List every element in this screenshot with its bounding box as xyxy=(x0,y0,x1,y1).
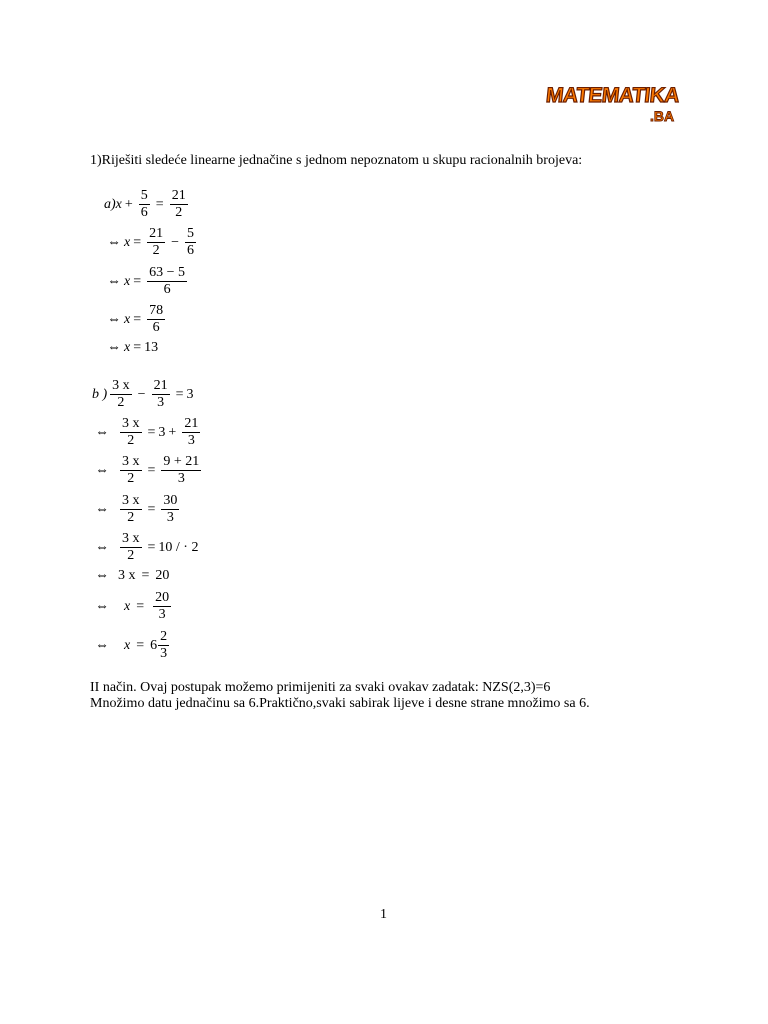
numerator: 2 xyxy=(160,629,168,644)
fraction xyxy=(120,493,142,526)
equals-sign: = xyxy=(136,598,145,614)
fraction xyxy=(147,265,187,298)
denominator: 2 xyxy=(127,433,135,448)
denominator: 2 xyxy=(175,205,183,220)
equals-sign: = xyxy=(155,196,164,212)
var-x: x xyxy=(124,637,131,653)
denominator: 3 xyxy=(160,646,168,661)
fraction xyxy=(185,226,196,259)
iff-symbol: ⇔ xyxy=(95,539,109,555)
method-two-explanation: Množimo datu jednačinu sa 6.Praktično,svaki sabirak lijeve i desne strane množimo sa 6. xyxy=(90,696,590,711)
numerator: 5 xyxy=(187,226,195,241)
denominator: 2 xyxy=(127,510,135,525)
fraction xyxy=(120,416,142,449)
equals-sign: = xyxy=(147,539,156,555)
denominator: 3 xyxy=(166,510,174,525)
numerator: 63 − 5 xyxy=(149,265,186,280)
numerator: 21 xyxy=(153,378,168,393)
fraction xyxy=(120,531,142,564)
rhs-value: 10 / · 2 xyxy=(158,539,199,555)
var-x: x xyxy=(124,311,131,327)
whole-part: 6 xyxy=(150,637,158,653)
result-value: 13 xyxy=(144,340,159,355)
numerator: 3 x xyxy=(122,531,140,546)
denominator: 6 xyxy=(152,320,160,335)
fraction xyxy=(161,454,201,487)
numerator: 20 xyxy=(155,590,170,605)
denominator: 3 xyxy=(158,607,166,622)
plus-sign: + xyxy=(168,424,177,440)
iff-symbol: ⇔ xyxy=(107,340,121,355)
fraction xyxy=(161,493,179,526)
rhs-value: 20 xyxy=(155,568,170,583)
equation-b-line-7 xyxy=(92,590,174,623)
iff-symbol: ⇔ xyxy=(107,234,121,250)
equation-b-line-2 xyxy=(92,416,203,449)
fraction xyxy=(170,188,188,221)
iff-symbol: ⇔ xyxy=(95,637,109,653)
denominator: 2 xyxy=(152,243,160,258)
numerator: 3 x xyxy=(112,378,130,393)
fraction xyxy=(153,590,171,623)
var-x: x xyxy=(115,196,122,212)
minus-sign: − xyxy=(171,234,180,250)
numerator: 3 x xyxy=(122,493,140,508)
equals-sign: = xyxy=(133,340,142,355)
method-two-paragraph: II način. Ovaj postupak možemo primijeniti za svaki ovakav zadatak: NZS(2,3)=6 xyxy=(90,680,551,695)
denominator: 3 xyxy=(177,471,185,486)
equation-a-line-5 xyxy=(104,340,158,356)
fraction xyxy=(120,454,142,487)
equals-sign: = xyxy=(133,234,142,250)
equation-a-line-1 xyxy=(104,188,191,221)
fraction xyxy=(139,188,150,221)
fraction xyxy=(152,378,170,411)
equation-a-line-2 xyxy=(104,226,199,259)
numerator: 9 + 21 xyxy=(163,454,200,469)
denominator: 2 xyxy=(117,395,125,410)
var-x: x xyxy=(124,340,131,355)
rhs-value: 3 xyxy=(186,386,194,402)
var-x: x xyxy=(124,234,131,250)
matematika-logo xyxy=(546,84,686,130)
equals-sign: = xyxy=(147,424,156,440)
numerator: 3 x xyxy=(122,454,140,469)
var-x: x xyxy=(124,598,131,614)
equals-sign: = xyxy=(147,462,156,478)
iff-symbol: ⇔ xyxy=(107,311,121,327)
fraction xyxy=(147,226,165,259)
equals-sign: = xyxy=(136,637,145,653)
equation-b-line-1 xyxy=(92,378,193,411)
iff-symbol: ⇔ xyxy=(107,273,121,289)
equals-sign: = xyxy=(175,386,184,402)
iff-symbol: ⇔ xyxy=(95,598,109,614)
equals-sign: = xyxy=(141,568,150,583)
denominator: 6 xyxy=(187,243,195,258)
denominator: 6 xyxy=(140,205,148,220)
fraction xyxy=(147,303,165,336)
lhs-value: 3 x xyxy=(118,568,136,583)
denominator: 6 xyxy=(163,282,171,297)
equals-sign: = xyxy=(147,501,156,517)
iff-symbol: ⇔ xyxy=(95,568,109,583)
numerator: 21 xyxy=(171,188,186,203)
label-a: a) xyxy=(104,196,116,212)
equals-sign: = xyxy=(133,311,142,327)
equation-b-line-5 xyxy=(92,531,198,564)
fraction xyxy=(182,416,200,449)
logo-sub-text: .BA xyxy=(650,108,675,124)
numerator: 21 xyxy=(184,416,199,431)
task-heading: 1)Riješiti sledeće linearne jednačine s jednom nepoznatom u skupu racionalnih brojeva: xyxy=(90,153,583,168)
logo-main-text: MATEMATIKA xyxy=(544,84,681,107)
numerator: 30 xyxy=(163,493,178,508)
denominator: 2 xyxy=(127,548,135,563)
denominator: 3 xyxy=(187,433,195,448)
fraction xyxy=(110,378,132,411)
equation-a-line-4 xyxy=(104,303,168,336)
numerator: 78 xyxy=(149,303,164,318)
label-b: b ) xyxy=(92,386,108,402)
iff-symbol: ⇔ xyxy=(95,501,109,517)
equation-b-line-8 xyxy=(92,629,172,662)
equation-b-line-6 xyxy=(92,568,169,584)
denominator: 2 xyxy=(127,471,135,486)
fraction xyxy=(158,629,169,662)
numerator: 3 x xyxy=(122,416,140,431)
equation-b-line-4 xyxy=(92,493,182,526)
iff-symbol: ⇔ xyxy=(95,424,109,440)
numerator: 21 xyxy=(149,226,164,241)
denominator: 3 xyxy=(157,395,165,410)
rhs-value: 3 xyxy=(158,424,166,440)
equation-a-line-3 xyxy=(104,265,190,298)
page-number: 1 xyxy=(380,907,387,922)
numerator: 5 xyxy=(140,188,148,203)
iff-symbol: ⇔ xyxy=(95,462,109,478)
equals-sign: = xyxy=(133,273,142,289)
equation-b-line-3 xyxy=(92,454,204,487)
minus-sign: − xyxy=(137,386,146,402)
var-x: x xyxy=(124,273,131,289)
plus-sign: + xyxy=(124,196,133,212)
